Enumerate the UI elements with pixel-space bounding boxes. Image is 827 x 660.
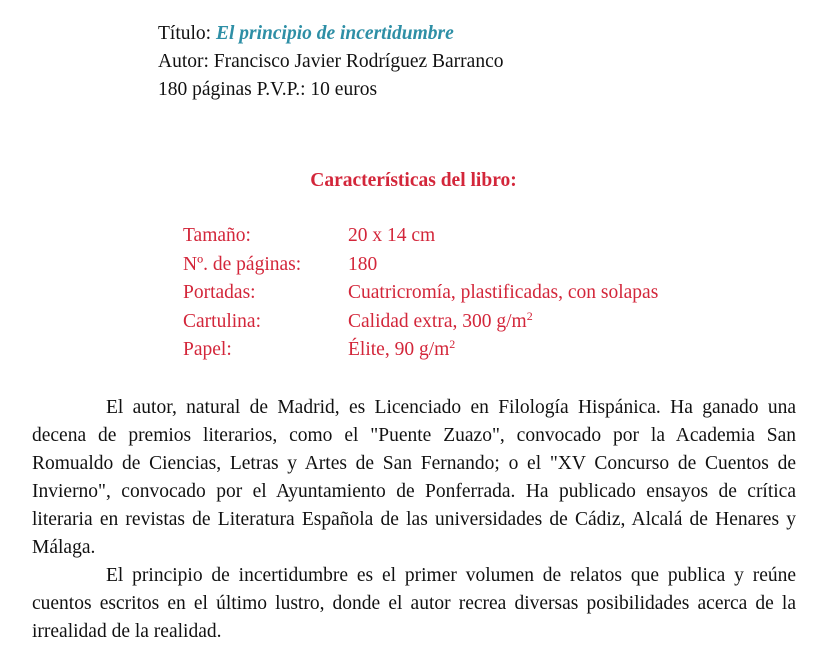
- spec-value-text: Élite, 90 g/m: [348, 339, 450, 360]
- book-title: El principio de incertidumbre: [215, 23, 454, 44]
- book-summary-paragraph: El principio de incertidumbre es el primer volumen de relatos que publica y reúne cuentos escritos en el último lustro, donde el autor recrea diversas posibilidades acerca de la irrealidad de la realidad.: [32, 565, 796, 642]
- spec-value-text: Calidad extra, 300 g/m: [348, 310, 527, 332]
- spec-value: [348, 222, 435, 251]
- spec-row-covers: [183, 279, 658, 308]
- spec-label: Papel:: [183, 339, 232, 360]
- spec-row-cardstock: [183, 308, 658, 337]
- spec-value-text: 20 x 14 cm: [348, 225, 436, 246]
- title-label: Título:: [158, 23, 216, 44]
- spec-value-text: Cuatricromía, plastificadas, con solapas: [348, 282, 659, 303]
- author-line: Autor: Francisco Javier Rodríguez Barranco: [158, 51, 504, 72]
- book-header: [158, 20, 503, 104]
- spec-value: [348, 279, 658, 308]
- features-heading: [0, 168, 827, 194]
- author-bio-paragraph: El autor, natural de Madrid, es Licenciado en Filología Hispánica. Ha ganado una decena de premios literarios, como el "Puente Zuazo", convocado por la Academia San Romualdo de Ciencias, Letras y Artes de San Fernando; o el "XV Concurso de Cuentos de Invierno", convocado por el Ayuntamiento de Ponferrada. Ha publicado ensayos de crítica literaria en revistas de Literatura Española de las universidades de Cádiz, Alcalá de Henares y Málaga.: [32, 397, 796, 558]
- book-description: [32, 394, 796, 646]
- spec-label: Portadas:: [183, 282, 256, 303]
- superscript: 2: [449, 337, 456, 351]
- spec-label: Nº. de páginas:: [183, 253, 302, 275]
- spec-row-pages: [183, 251, 658, 280]
- spec-row-size: [183, 222, 658, 251]
- title-line: [158, 20, 503, 48]
- spec-label: Tamaño:: [183, 225, 251, 246]
- spec-value: [348, 308, 533, 337]
- spec-value: [348, 336, 455, 365]
- spec-value: [348, 251, 377, 280]
- superscript: 2: [526, 308, 533, 323]
- spec-table: [183, 222, 658, 365]
- spec-row-paper: [183, 336, 658, 365]
- pages-price-line: 180 páginas P.V.P.: 10 euros: [158, 79, 378, 100]
- spec-value-text: 180: [348, 253, 378, 275]
- spec-label: Cartulina:: [183, 310, 261, 332]
- features-heading-text: Características del libro:: [310, 170, 517, 191]
